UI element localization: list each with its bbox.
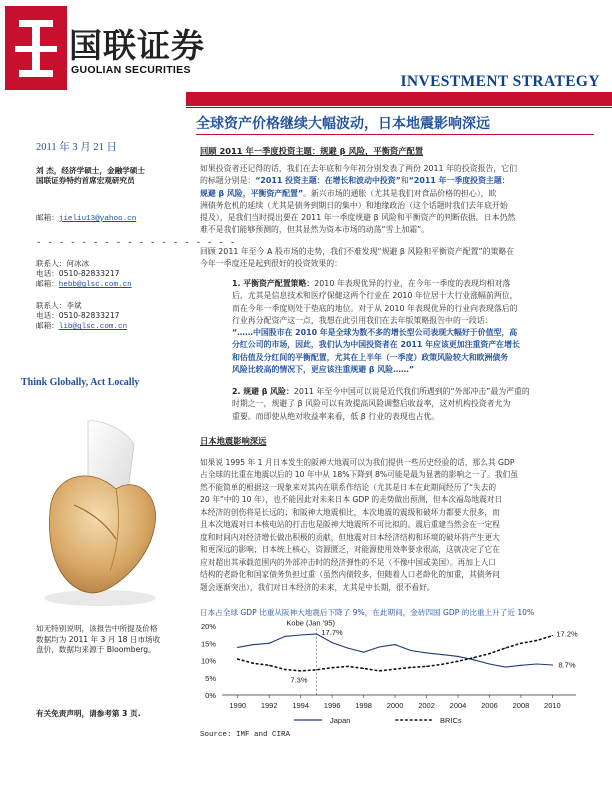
- data-point-japan: [489, 663, 490, 664]
- logo-chinese-name: 国联证券: [69, 26, 205, 65]
- data-point-japan: [457, 656, 458, 657]
- data-point-brics: [379, 670, 380, 671]
- quote-line: “……中国股市在 2010 年是全球为数不多的增长型公司表现大幅好于价值型，高: [232, 328, 518, 338]
- section-heading: 日本地震影响深远: [200, 436, 267, 446]
- logo-mark-icon: [5, 6, 67, 90]
- data-point-brics: [269, 665, 270, 666]
- text-span: 的标题分别是：: [200, 176, 256, 186]
- x-tick-label: 1998: [355, 701, 372, 710]
- data-point-brics: [253, 663, 254, 664]
- x-tick-label: 2002: [418, 701, 435, 710]
- data-note-line: 数据均为 2011 年 3 月 18 日市场收: [36, 634, 161, 644]
- x-tick-label: 1992: [260, 701, 278, 710]
- x-tick-label: 2004: [449, 701, 467, 710]
- x-tick-label: 1996: [323, 701, 341, 710]
- text-line: 洲债务危机的延续（尤其是债务到期日的集中）和地缘政治（这个话题时我们去年底开始: [200, 200, 508, 210]
- paragraph-2: [200, 246, 596, 271]
- y-tick-label: 20%: [200, 622, 216, 631]
- contact-name: 联系人：李斌: [36, 301, 82, 310]
- text-line: 应对超出其承载范围内的外部冲击时的经济弹性的不足（不像中国或美国）。再加上人口: [200, 557, 496, 567]
- text-line: 回顾 2011 年至今 A 股市场的走势，我们不难发现“规避 β 风险和平衡资产配置”的策略在: [200, 247, 515, 256]
- data-point-brics: [410, 667, 411, 668]
- author-line: 刘 杰，经济学硕士，金融学硕士: [36, 166, 145, 175]
- data-note-line: 盘价，数据均来源于 Bloomberg。: [36, 645, 156, 654]
- x-tick-label: 1994: [292, 701, 310, 710]
- x-tick-label: 2006: [481, 701, 498, 710]
- email-label: 邮箱：: [36, 279, 59, 289]
- annotation-kobe: Kobe (Jan '95): [286, 618, 335, 628]
- report-title-highlight: “2011 投资主题：在增长和波动中投资”: [255, 176, 401, 186]
- text-line: 今年一季度还是起到很好的投资效果的：: [200, 259, 343, 269]
- list-item-heading: 1. 平衡资产配置策略：: [232, 279, 315, 288]
- chart-source: Source: IMF and CIRA: [200, 731, 291, 739]
- data-point-brics: [332, 667, 333, 668]
- x-tick-label: 2008: [512, 701, 530, 710]
- annotation-japan-peak: 17.7%: [321, 627, 343, 637]
- email-label: 邮箱：: [36, 321, 59, 331]
- data-point-japan: [505, 666, 506, 667]
- data-point-brics: [284, 669, 285, 670]
- data-point-brics: [489, 653, 490, 654]
- report-title-highlight: “2011 年一季度投资主题：: [408, 176, 510, 186]
- chart-caption: 日本占全球 GDP 比重从阪神大地震后下降了 9%，在此期间，金砖四国 GDP 的比重上升了近 10%: [200, 608, 535, 617]
- text-line: 时期之一，规避了 β 风险可以有效提高风险调整后收益率，这对机构投资者尤为: [232, 399, 511, 409]
- data-point-japan: [473, 659, 474, 660]
- text-line: 如果说 1995 年 1 月日本发生的阪神大地震可以为我们提供一些历史经验的话，那么其 GDP: [200, 458, 515, 467]
- section-heading: 回顾 2011 年一季度投资主题：规避 β 风险，平衡资产配置: [200, 146, 424, 156]
- data-point-japan: [426, 652, 427, 653]
- author-email-link[interactable]: jieliu13@yahoo.cn: [58, 215, 137, 223]
- text-line: 而在今年一季度则处于垫底的地位。对于从 2010 年表现优异的行业向表现落后的: [232, 303, 518, 313]
- data-point-brics: [473, 657, 474, 658]
- data-point-brics: [300, 670, 301, 671]
- data-point-japan: [520, 665, 521, 666]
- x-tick-label: 2000: [386, 701, 404, 710]
- text-line: 本经济的创伤将是长远的；和阪神大地震相比，本次地震的震级和破坏力都要大很多，而: [200, 507, 500, 517]
- text-line: 结构的老龄化和国家债务负担过重（虽然内债较多，但随着人口老龄化的加重，其债务问: [200, 570, 500, 580]
- contact-phone: 电话：0510-82833217: [36, 311, 120, 321]
- divider: - - - - - - - - - - - - - - - - - -: [36, 238, 236, 248]
- legend-label-japan: Japan: [330, 716, 351, 725]
- data-point-japan: [410, 650, 411, 651]
- company-logo: [5, 6, 205, 90]
- data-point-brics: [505, 647, 506, 648]
- data-point-japan: [379, 646, 380, 647]
- list-item-1: [232, 278, 594, 376]
- data-point-japan: [284, 636, 285, 637]
- x-tick-label: 1990: [229, 701, 247, 710]
- list-item-2: [232, 386, 594, 423]
- author-info: [36, 166, 186, 186]
- data-point-brics: [552, 635, 553, 636]
- y-tick-label: 10%: [200, 656, 216, 666]
- data-point-brics: [442, 664, 443, 665]
- quote-line: 和估值及分红间的平衡配置，尤其在上半年（一季度）政策风险较大和欧洲债务: [232, 352, 509, 362]
- author-email-row: [36, 213, 186, 224]
- data-point-brics: [457, 661, 458, 662]
- contact-block-1: [36, 259, 186, 291]
- header-rule: [186, 107, 612, 108]
- x-tick-label: 2010: [544, 701, 561, 710]
- data-point-brics: [520, 643, 521, 644]
- text-line: 然不能简单的根据这一现象来对其内在联系作结论（尤其是日本在此期间经历了“失去的: [200, 482, 497, 492]
- text-line: 占全球的比重在地震以后的 10 年中从 18%下降到 8%可能是最为显著的影响之一了。我们虽: [200, 470, 518, 480]
- data-point-japan: [552, 664, 553, 665]
- text-line: 20 年”中的 10 年），也不能因此对未来日本 GDP 的走势做出预测，但本次福岛地震对日: [200, 495, 503, 505]
- data-point-brics: [237, 659, 238, 660]
- contact-name: 联系人：何冰冰: [36, 259, 90, 268]
- annotation-brics-2010: 17.2%: [556, 629, 578, 639]
- gdp-share-chart: [196, 618, 596, 730]
- data-point-brics: [426, 666, 427, 667]
- data-point-brics: [347, 666, 348, 667]
- author-title: 国联证券特约首席宏观研究员: [36, 176, 135, 186]
- text-line: 且本次地震对日本核电站的打击也是阪神大地震所不可比拟的。震后重建当然会在一定程: [200, 520, 500, 530]
- series-line-japan: [238, 634, 553, 667]
- list-item-heading: 2. 规避 β 风险：: [232, 387, 294, 396]
- header-bar: [186, 92, 612, 106]
- legend-label-brics: BRICs: [440, 716, 462, 725]
- text-line: 难不是我们能够预测的，但其显然为资本市场的动荡“雪上加霜”。: [200, 225, 430, 235]
- text-span: 。新兴市场的通胀（尤其是我们对食品价格的担心），欧: [303, 188, 497, 198]
- page-title: 全球资产价格继续大幅波动，日本地震影响深远: [196, 116, 490, 132]
- series-line-brics: [238, 636, 553, 671]
- data-point-japan: [442, 654, 443, 655]
- data-point-japan: [269, 643, 270, 644]
- y-tick-label: 5%: [205, 673, 216, 683]
- data-point-brics: [536, 640, 537, 641]
- data-point-brics: [363, 668, 364, 669]
- report-title-highlight: 规避 β 风险，平衡资产配置”: [200, 188, 304, 198]
- text-span: 2010 年表现优异的行业，在今年一季度的表现均相对落: [314, 279, 511, 288]
- text-line: 重要。而即使从绝对收益率来看，低 β 行业的表现也占优。: [232, 411, 440, 421]
- text-span: 和: [400, 176, 409, 186]
- text-line: 题会逐渐突出），我们对日本经济的未来，尤其是中长期，很不看好。: [200, 582, 435, 592]
- fortune-cookie-illustration: [30, 393, 170, 623]
- contact-email-link[interactable]: hebb@glsc.com.cn: [58, 281, 132, 290]
- slogan: Think Globally, Act Locally: [21, 377, 140, 388]
- disclaimer: 有关免责声明，请参考第 3 页.: [36, 709, 141, 718]
- annotation-brics-1995: 7.3%: [290, 675, 308, 685]
- text-line: 提及），是我们当时提出要在 2011 年一季度规避 β 风险和平衡资产的判断依据。日本仍然: [200, 213, 516, 223]
- data-point-japan: [253, 644, 254, 645]
- data-point-japan: [300, 634, 301, 635]
- data-point-japan: [394, 644, 395, 645]
- data-point-japan: [536, 663, 537, 664]
- text-line: 度和时间内对经济增长做出积极的贡献，但地震对日本经济结构和环境的破坏将产生更大: [200, 532, 500, 542]
- paragraph-3: [200, 457, 596, 594]
- data-point-brics: [394, 669, 395, 670]
- y-tick-label: 0%: [205, 691, 216, 700]
- paragraph-1: [200, 163, 596, 237]
- text-line: 后，尤其是信息技术和医疗保健这两个行业在 2010 年位居十大行业涨幅前两位，: [232, 291, 518, 301]
- contact-block-2: [36, 301, 186, 333]
- text-line: 和更深远的影响；日本统上核心，资源匮乏，对能源使用效率要求很高，这就决定了它在: [200, 545, 500, 555]
- quote-line: 风险比较高的情况下，更应该注重规避 β 风险……”: [232, 365, 415, 375]
- contact-phone: 电话：0510-82833217: [36, 269, 120, 279]
- text-line: 行业再分配资产这一点，我想在此引用我们在去年版策略报告中的一段话：: [232, 315, 493, 325]
- data-point-japan: [332, 642, 333, 643]
- text-span: 2011 年至今中国可以说是近代我们所遇到的“外部冲击”最为严重的: [293, 387, 530, 396]
- text-line: 如果投资者还记得的话，我们在去年底和今年初分别发表了两份 2011 年的投资报告，它们: [200, 164, 518, 173]
- logo-english-name: GUOLIAN SECURITIES: [71, 64, 191, 76]
- title-rule: [196, 134, 594, 135]
- data-note-line: 如无特别说明，该报告中所提及价格: [36, 624, 158, 633]
- email-label: 邮箱：: [36, 213, 59, 222]
- section-title: INVESTMENT STRATEGY: [400, 73, 600, 90]
- quote-line: 分红公司的市场，因此，我们认为中国投资者在 2011 年应该更加注重资产在增长: [232, 340, 520, 350]
- report-date: 2011 年 3 月 21 日: [36, 142, 117, 153]
- data-point-japan: [363, 652, 364, 653]
- data-point-japan: [347, 647, 348, 648]
- y-tick-label: 15%: [200, 639, 216, 649]
- data-point-japan: [237, 647, 238, 648]
- data-note: [36, 624, 190, 656]
- contact-email-link[interactable]: lib@glsc.com.cn: [58, 323, 128, 332]
- annotation-japan-2010: 8.7%: [558, 660, 576, 670]
